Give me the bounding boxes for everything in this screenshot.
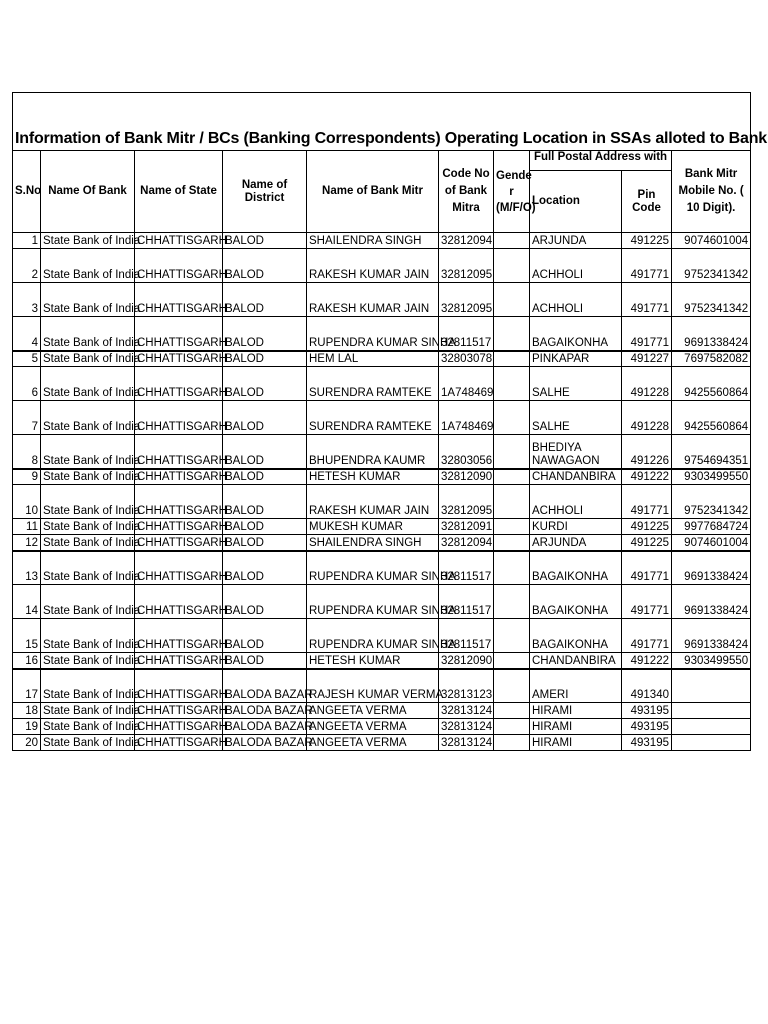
cell-bank: State Bank of India (41, 317, 135, 351)
cell-gender (494, 249, 530, 283)
cell-location: BAGAIKONHA (530, 551, 622, 585)
cell-mitr: MUKESH KUMAR (307, 519, 439, 535)
table-row (13, 535, 751, 551)
cell-location: ACHHOLI (530, 283, 622, 317)
cell-pin: 491222 (622, 469, 672, 485)
cell-mitr: HEM LAL (307, 351, 439, 367)
cell-sno: 4 (13, 317, 41, 351)
cell-gender (494, 317, 530, 351)
cell-code: 32813124 (439, 703, 494, 719)
cell-state: CHHATTISGARH (135, 669, 223, 703)
cell-mitr: RAKESH KUMAR JAIN (307, 283, 439, 317)
header-pin: Pin Code (622, 171, 672, 233)
cell-pin: 491771 (622, 585, 672, 619)
cell-gender (494, 585, 530, 619)
cell-district: BALOD (223, 283, 307, 317)
cell-code: 32811517 (439, 619, 494, 653)
table-row (13, 367, 751, 401)
cell-mitr: BHUPENDRA KAUMR (307, 435, 439, 469)
cell-gender (494, 519, 530, 535)
cell-sno: 7 (13, 401, 41, 435)
cell-code: 1A748469 (439, 401, 494, 435)
cell-state: CHHATTISGARH (135, 283, 223, 317)
cell-mobile: 9691338424 (672, 585, 751, 619)
cell-district: BALOD (223, 485, 307, 519)
table-row (13, 735, 751, 751)
cell-district: BALOD (223, 367, 307, 401)
cell-location: BAGAIKONHA (530, 619, 622, 653)
cell-sno: 3 (13, 283, 41, 317)
cell-state: CHHATTISGARH (135, 317, 223, 351)
cell-bank: State Bank of India (41, 585, 135, 619)
cell-bank: State Bank of India (41, 249, 135, 283)
cell-state: CHHATTISGARH (135, 585, 223, 619)
cell-mitr: RUPENDRA KUMAR SINHA (307, 317, 439, 351)
cell-mobile: 9691338424 (672, 551, 751, 585)
cell-code: 32812090 (439, 653, 494, 669)
cell-gender (494, 719, 530, 735)
table-row (13, 435, 751, 469)
cell-code: 32811517 (439, 551, 494, 585)
cell-bank: State Bank of India (41, 535, 135, 551)
cell-district: BALODA BAZAR (223, 719, 307, 735)
header-mobile: Bank Mitr Mobile No. ( 10 Digit). (672, 151, 751, 233)
cell-mobile: 9752341342 (672, 249, 751, 283)
table-row (13, 669, 751, 703)
cell-state: CHHATTISGARH (135, 233, 223, 249)
cell-mobile: 9074601004 (672, 535, 751, 551)
cell-mitr: ANGEETA VERMA (307, 703, 439, 719)
table-row (13, 283, 751, 317)
cell-sno: 16 (13, 653, 41, 669)
cell-pin: 491771 (622, 283, 672, 317)
cell-gender (494, 283, 530, 317)
cell-location: HIRAMI (530, 735, 622, 751)
cell-location: ARJUNDA (530, 535, 622, 551)
header-mitr: Name of Bank Mitr (307, 151, 439, 233)
cell-district: BALOD (223, 249, 307, 283)
table-row (13, 619, 751, 653)
cell-mitr: SURENDRA RAMTEKE (307, 367, 439, 401)
cell-gender (494, 485, 530, 519)
cell-state: CHHATTISGARH (135, 469, 223, 485)
cell-state: CHHATTISGARH (135, 703, 223, 719)
header-sno: S.No (13, 151, 41, 233)
cell-mobile (672, 669, 751, 703)
header-state: Name of State (135, 151, 223, 233)
cell-bank: State Bank of India (41, 351, 135, 367)
cell-bank: State Bank of India (41, 551, 135, 585)
cell-location: ACHHOLI (530, 249, 622, 283)
cell-state: CHHATTISGARH (135, 619, 223, 653)
cell-mitr: HETESH KUMAR (307, 653, 439, 669)
cell-location: SALHE (530, 367, 622, 401)
table-row (13, 703, 751, 719)
cell-state: CHHATTISGARH (135, 535, 223, 551)
cell-district: BALOD (223, 619, 307, 653)
cell-sno: 12 (13, 535, 41, 551)
cell-pin: 491771 (622, 551, 672, 585)
cell-bank: State Bank of India (41, 703, 135, 719)
cell-sno: 14 (13, 585, 41, 619)
cell-district: BALODA BAZAR (223, 703, 307, 719)
cell-mitr: RUPENDRA KUMAR SINHA (307, 619, 439, 653)
cell-sno: 5 (13, 351, 41, 367)
cell-mitr: RAKESH KUMAR JAIN (307, 485, 439, 519)
cell-mobile: 9691338424 (672, 619, 751, 653)
cell-district: BALOD (223, 435, 307, 469)
cell-code: 32812095 (439, 283, 494, 317)
cell-pin: 491771 (622, 485, 672, 519)
cell-location: BAGAIKONHA (530, 317, 622, 351)
cell-gender (494, 735, 530, 751)
spreadsheet-page (12, 92, 768, 751)
cell-pin: 491225 (622, 233, 672, 249)
cell-mobile (672, 703, 751, 719)
table-row (13, 249, 751, 283)
header-code: Code No of Bank Mitra (439, 151, 494, 233)
cell-bank: State Bank of India (41, 735, 135, 751)
cell-bank: State Bank of India (41, 367, 135, 401)
cell-district: BALOD (223, 233, 307, 249)
cell-gender (494, 619, 530, 653)
cell-district: BALOD (223, 585, 307, 619)
cell-mobile: 9303499550 (672, 653, 751, 669)
cell-mobile: 7697582082 (672, 351, 751, 367)
page-title: Information of Bank Mitr / BCs (Banking Correspondents) Operating Location in SSAs alloted to Bank (13, 93, 751, 151)
cell-pin: 491228 (622, 367, 672, 401)
cell-location: PINKAPAR (530, 351, 622, 367)
cell-bank: State Bank of India (41, 619, 135, 653)
cell-mitr: RAKESH KUMAR JAIN (307, 249, 439, 283)
cell-mitr: SHAILENDRA SINGH (307, 535, 439, 551)
cell-mobile: 9752341342 (672, 283, 751, 317)
header-bank: Name Of Bank (41, 151, 135, 233)
cell-gender (494, 669, 530, 703)
cell-code: 32812094 (439, 535, 494, 551)
cell-state: CHHATTISGARH (135, 735, 223, 751)
cell-pin: 491226 (622, 435, 672, 469)
cell-mobile: 9691338424 (672, 317, 751, 351)
cell-pin: 491225 (622, 535, 672, 551)
cell-code: 1A748469 (439, 367, 494, 401)
cell-location: CHANDANBIRA (530, 653, 622, 669)
cell-district: BALOD (223, 401, 307, 435)
cell-pin: 491771 (622, 317, 672, 351)
cell-gender (494, 401, 530, 435)
header-gender: Gende r (M/F/O) (494, 151, 530, 233)
cell-code: 32812091 (439, 519, 494, 535)
cell-state: CHHATTISGARH (135, 519, 223, 535)
cell-gender (494, 233, 530, 249)
cell-mobile: 9977684724 (672, 519, 751, 535)
table-row (13, 585, 751, 619)
cell-district: BALOD (223, 551, 307, 585)
cell-state: CHHATTISGARH (135, 485, 223, 519)
cell-mitr: SHAILENDRA SINGH (307, 233, 439, 249)
cell-pin: 491227 (622, 351, 672, 367)
cell-district: BALODA BAZAR (223, 735, 307, 751)
cell-code: 32811517 (439, 317, 494, 351)
cell-gender (494, 435, 530, 469)
cell-mitr: HETESH KUMAR (307, 469, 439, 485)
cell-bank: State Bank of India (41, 401, 135, 435)
cell-mobile: 9754694351 (672, 435, 751, 469)
cell-mitr: ANGEETA VERMA (307, 719, 439, 735)
table-row (13, 317, 751, 351)
cell-location: HIRAMI (530, 703, 622, 719)
cell-gender (494, 351, 530, 367)
table-row (13, 401, 751, 435)
cell-location: BAGAIKONHA (530, 585, 622, 619)
table-row (13, 519, 751, 535)
table-row (13, 485, 751, 519)
cell-state: CHHATTISGARH (135, 653, 223, 669)
cell-mobile (672, 735, 751, 751)
cell-gender (494, 367, 530, 401)
cell-bank: State Bank of India (41, 485, 135, 519)
cell-sno: 6 (13, 367, 41, 401)
cell-mitr: RAJESH KUMAR VERMA (307, 669, 439, 703)
cell-district: BALOD (223, 653, 307, 669)
cell-mobile: 9425560864 (672, 367, 751, 401)
cell-code: 32813124 (439, 735, 494, 751)
cell-district: BALOD (223, 535, 307, 551)
cell-district: BALOD (223, 351, 307, 367)
cell-state: CHHATTISGARH (135, 401, 223, 435)
cell-state: CHHATTISGARH (135, 551, 223, 585)
cell-location: SALHE (530, 401, 622, 435)
cell-pin: 493195 (622, 703, 672, 719)
cell-sno: 11 (13, 519, 41, 535)
table-row (13, 551, 751, 585)
cell-bank: State Bank of India (41, 519, 135, 535)
cell-sno: 8 (13, 435, 41, 469)
cell-gender (494, 703, 530, 719)
cell-pin: 491225 (622, 519, 672, 535)
cell-bank: State Bank of India (41, 653, 135, 669)
cell-gender (494, 535, 530, 551)
cell-sno: 17 (13, 669, 41, 703)
table-row (13, 351, 751, 367)
cell-code: 32813123 (439, 669, 494, 703)
cell-location: BHEDIYA NAWAGAON (530, 435, 622, 469)
cell-location: ARJUNDA (530, 233, 622, 249)
cell-code: 32812090 (439, 469, 494, 485)
cell-sno: 19 (13, 719, 41, 735)
bank-mitr-table (12, 92, 768, 751)
cell-mobile: 9425560864 (672, 401, 751, 435)
cell-state: CHHATTISGARH (135, 719, 223, 735)
cell-mobile: 9303499550 (672, 469, 751, 485)
cell-code: 32803078 (439, 351, 494, 367)
cell-district: BALOD (223, 519, 307, 535)
cell-bank: State Bank of India (41, 283, 135, 317)
cell-code: 32811517 (439, 585, 494, 619)
cell-bank: State Bank of India (41, 669, 135, 703)
cell-location: KURDI (530, 519, 622, 535)
cell-sno: 2 (13, 249, 41, 283)
cell-location: AMERI (530, 669, 622, 703)
cell-district: BALODA BAZAR (223, 669, 307, 703)
cell-pin: 491340 (622, 669, 672, 703)
cell-bank: State Bank of India (41, 719, 135, 735)
table-row (13, 233, 751, 249)
cell-location: CHANDANBIRA (530, 469, 622, 485)
cell-district: BALOD (223, 317, 307, 351)
cell-gender (494, 469, 530, 485)
cell-bank: State Bank of India (41, 233, 135, 249)
cell-state: CHHATTISGARH (135, 249, 223, 283)
cell-gender (494, 653, 530, 669)
cell-code: 32812095 (439, 485, 494, 519)
cell-mobile: 9752341342 (672, 485, 751, 519)
cell-mobile: 9074601004 (672, 233, 751, 249)
cell-pin: 493195 (622, 735, 672, 751)
cell-sno: 10 (13, 485, 41, 519)
table-row (13, 653, 751, 669)
cell-state: CHHATTISGARH (135, 351, 223, 367)
cell-sno: 15 (13, 619, 41, 653)
header-address: Full Postal Address with (530, 151, 672, 171)
cell-pin: 491222 (622, 653, 672, 669)
cell-mitr: RUPENDRA KUMAR SINHA (307, 585, 439, 619)
header-location: Location (530, 171, 622, 233)
cell-sno: 1 (13, 233, 41, 249)
cell-sno: 9 (13, 469, 41, 485)
cell-bank: State Bank of India (41, 435, 135, 469)
cell-state: CHHATTISGARH (135, 435, 223, 469)
cell-sno: 18 (13, 703, 41, 719)
cell-state: CHHATTISGARH (135, 367, 223, 401)
table-row (13, 469, 751, 485)
cell-district: BALOD (223, 469, 307, 485)
cell-code: 32812094 (439, 233, 494, 249)
cell-location: ACHHOLI (530, 485, 622, 519)
cell-location: HIRAMI (530, 719, 622, 735)
cell-mitr: ANGEETA VERMA (307, 735, 439, 751)
cell-gender (494, 551, 530, 585)
cell-sno: 13 (13, 551, 41, 585)
cell-code: 32803056 (439, 435, 494, 469)
cell-mitr: RUPENDRA KUMAR SINHA (307, 551, 439, 585)
cell-pin: 491771 (622, 249, 672, 283)
table-row (13, 719, 751, 735)
cell-mobile (672, 719, 751, 735)
cell-sno: 20 (13, 735, 41, 751)
cell-pin: 493195 (622, 719, 672, 735)
cell-bank: State Bank of India (41, 469, 135, 485)
cell-code: 32812095 (439, 249, 494, 283)
cell-mitr: SURENDRA RAMTEKE (307, 401, 439, 435)
cell-pin: 491228 (622, 401, 672, 435)
cell-code: 32813124 (439, 719, 494, 735)
header-district: Name of District (223, 151, 307, 233)
cell-pin: 491771 (622, 619, 672, 653)
